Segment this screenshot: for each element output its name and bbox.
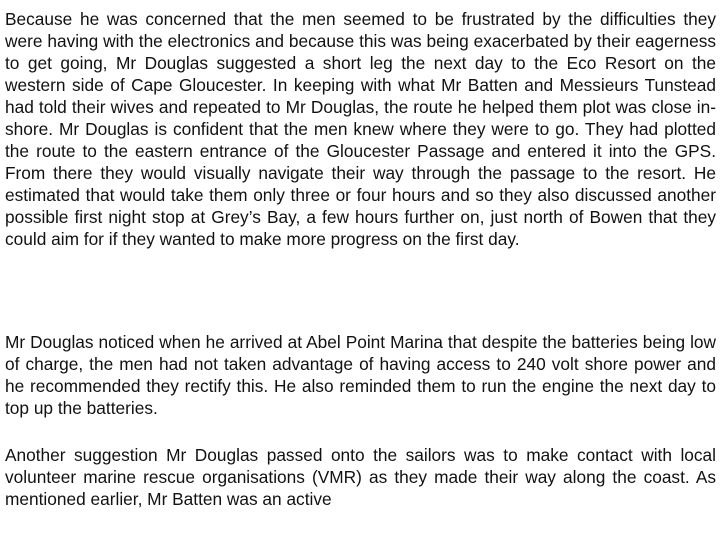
paragraph-batteries: Mr Douglas noticed when he arrived at Abel Point Marina that despite the batteries being low of charge, the men had not taken advantage of having access to 240 volt shore power and he recommended they rectify this. He also reminded them to run the engine the next day to top up the batteries.	[5, 332, 716, 418]
paragraph-vmr-contact: Another suggestion Mr Douglas passed onto the sailors was to make contact with local volunteer marine rescue organisations (VMR) as they made their way along the coast. As mentioned earlier, Mr Batten was an active	[5, 445, 716, 509]
paragraph-route-planning: Because he was concerned that the men seemed to be frustrated by the difficulties they were having with the electronics and because this was being exacerbated by their eagerness to get going, Mr Douglas suggested a short leg the next day to the Eco Resort on the western side of Cape Gloucester. In keeping with what Mr Batten and Messieurs Tunstead had told their wives and repeated to Mr Douglas, the route he helped them plot was close in-shore. Mr Douglas is confident that the men knew where they were to go. They had plotted the route to the eastern entrance of the Gloucester Passage and entered it into the GPS. From there they would visually navigate their way through the passage to the resort. He estimated that would take them only three or four hours and so they also discussed another possible first night stop at Grey’s Bay, a few hours further on, just north of Bowen that they could aim for if they wanted to make more progress on the first day.	[5, 9, 716, 249]
